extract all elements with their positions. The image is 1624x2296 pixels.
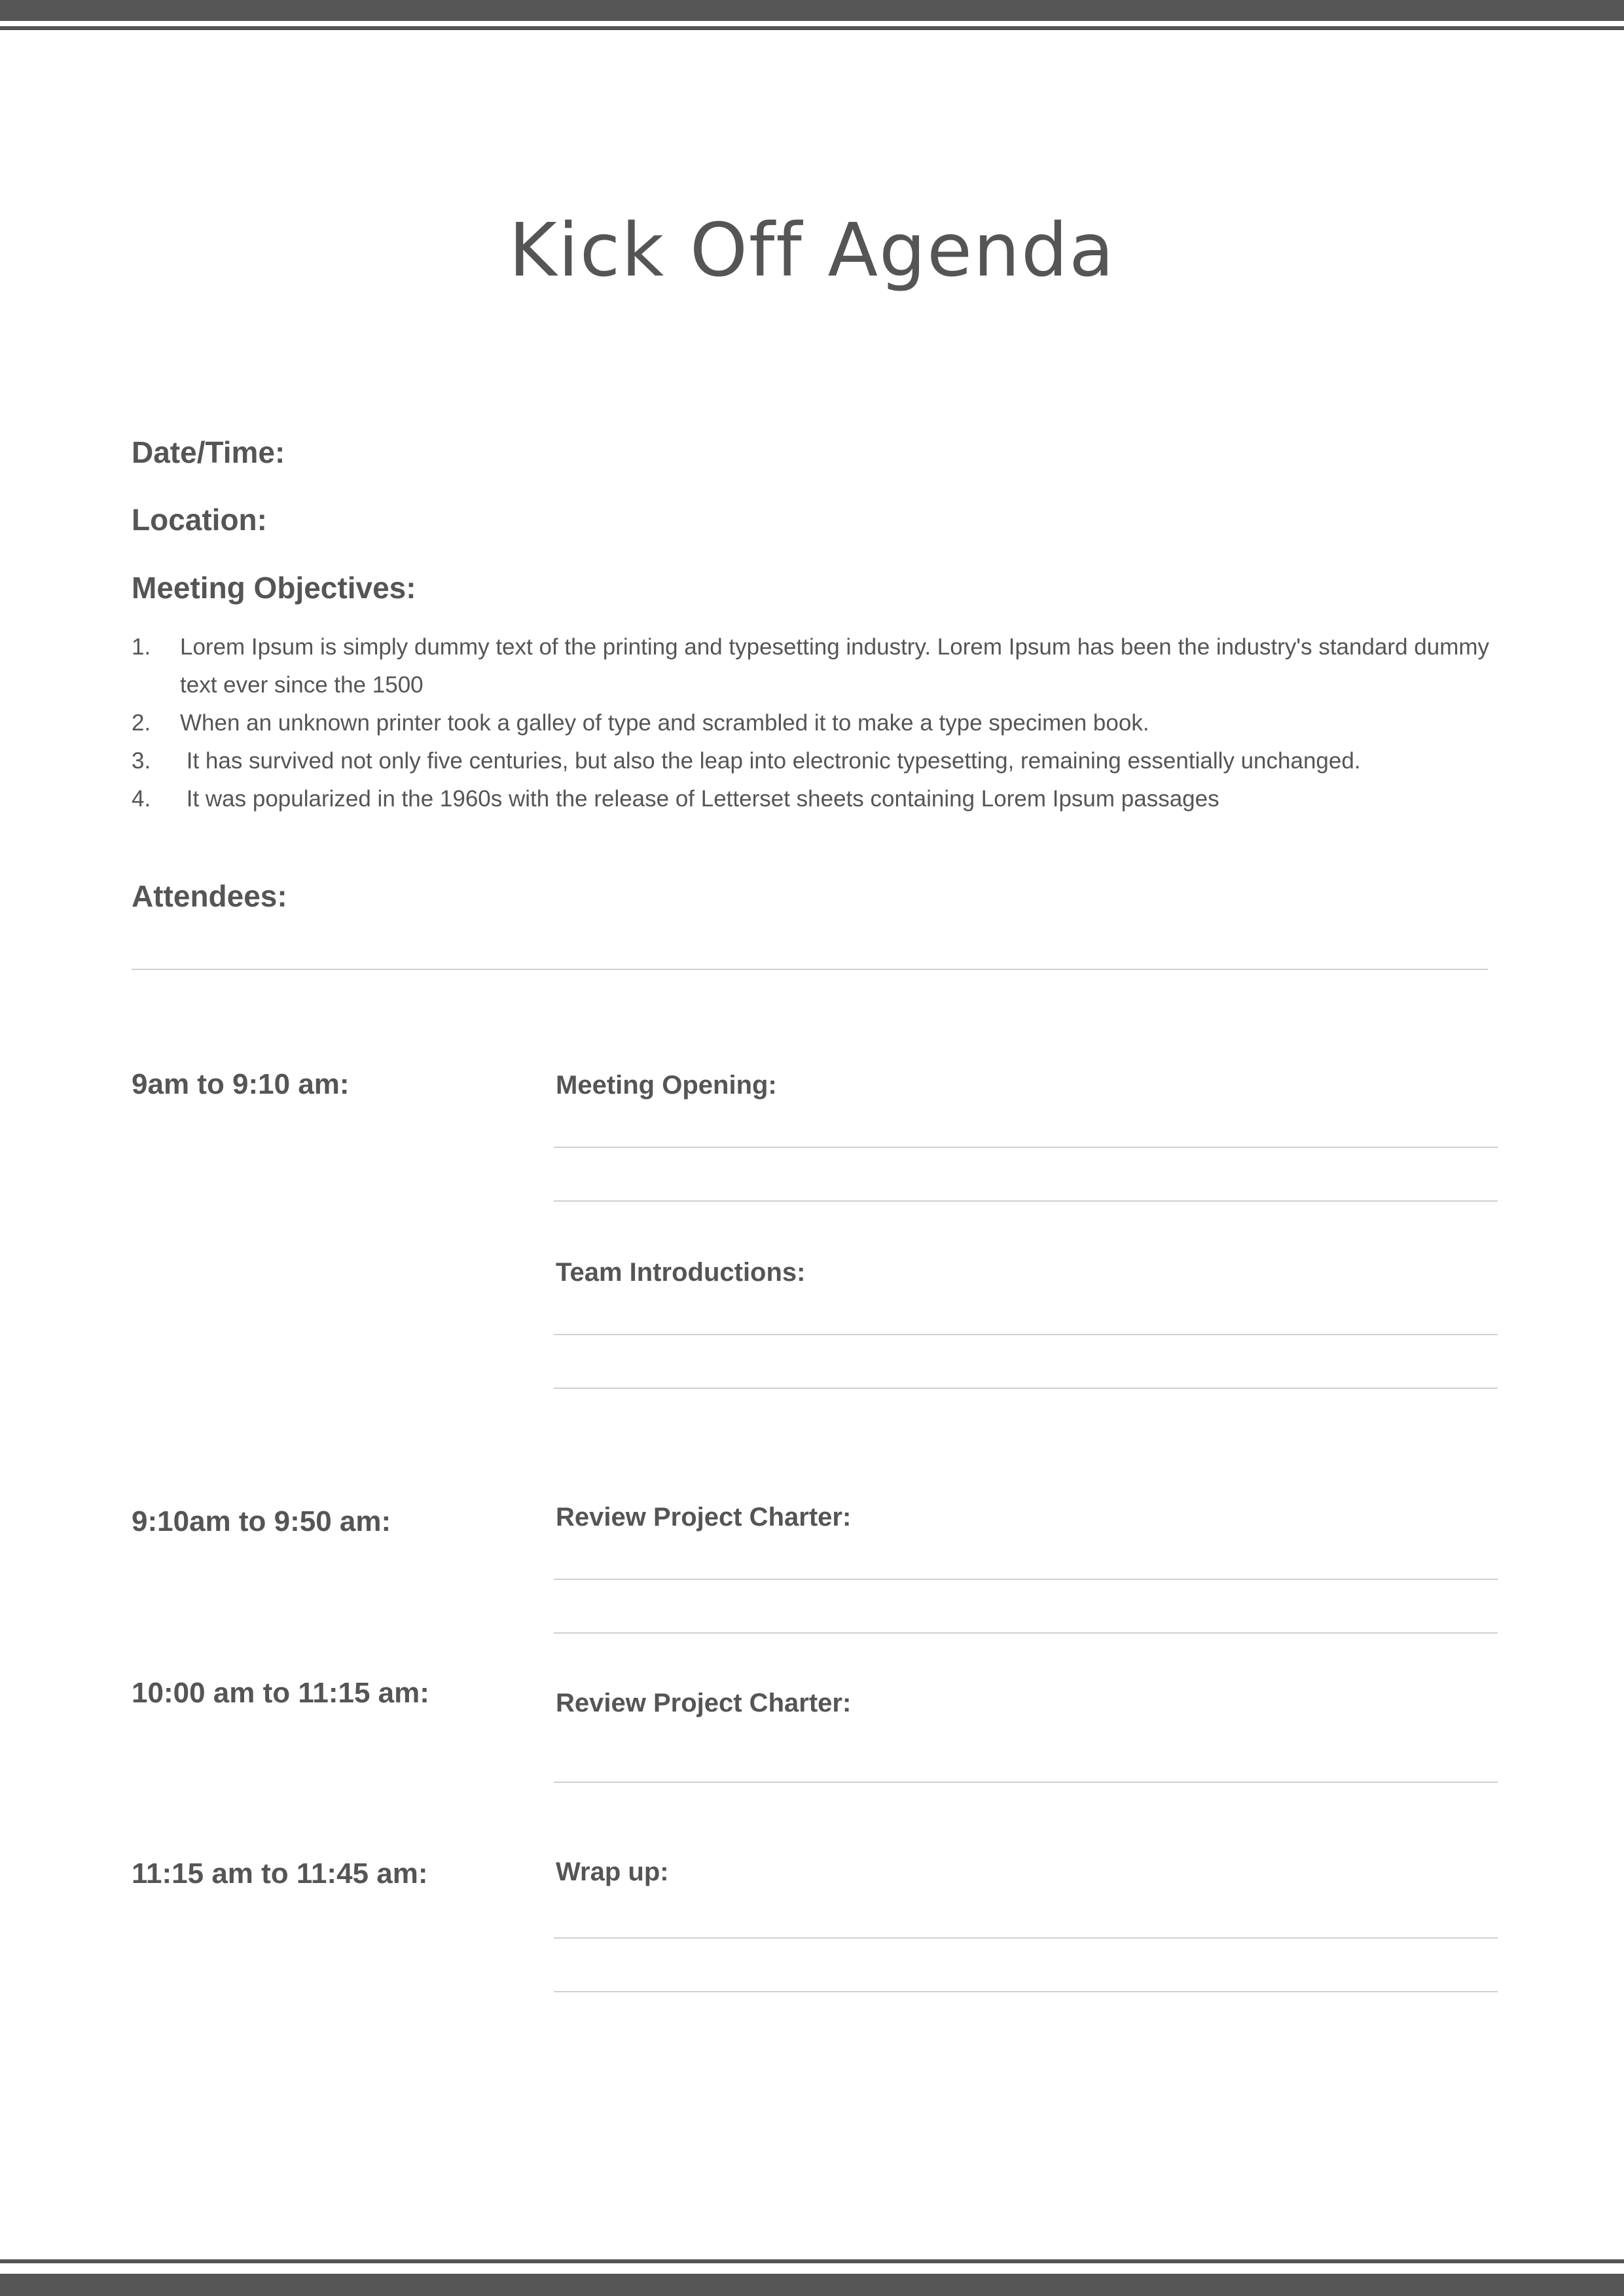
page-title: Kick Off Agenda	[509, 208, 1115, 293]
slot-time: 10:00 am to 11:15 am:	[132, 1677, 429, 1709]
write-line	[554, 1782, 1498, 1783]
objective-number: 2.	[132, 710, 151, 736]
slot-time: 9:10am to 9:50 am:	[132, 1505, 391, 1537]
objective-text: When an unknown printer took a galley of type and scrambled it to make a type specimen book.	[180, 710, 1149, 736]
write-line	[554, 1632, 1498, 1634]
write-line	[554, 1991, 1498, 1992]
objective-item	[132, 780, 1493, 818]
datetime-label: Date/Time:	[132, 435, 285, 469]
objectives-list	[132, 628, 1493, 818]
slot-time: 9am to 9:10 am:	[132, 1068, 350, 1100]
write-line	[554, 1147, 1498, 1148]
write-line	[554, 1579, 1498, 1580]
objective-number: 4.	[132, 786, 151, 812]
objective-number: 1.	[132, 634, 151, 660]
agenda-item-review-charter: Review Project Charter:	[556, 1503, 852, 1532]
agenda-item-wrap-up: Wrap up:	[556, 1857, 669, 1886]
objective-text: Lorem Ipsum is simply dummy text of the printing and typesetting industry. Lorem Ipsum has been the industry's standard dummy text ever since the 1500	[180, 634, 1490, 698]
write-line	[554, 1937, 1498, 1939]
objective-item	[132, 742, 1493, 780]
slot-time: 11:15 am to 11:45 am:	[132, 1857, 428, 1890]
objective-item	[132, 704, 1493, 742]
agenda-item-team-introductions: Team Introductions:	[556, 1258, 806, 1287]
write-line	[554, 1388, 1498, 1389]
objective-item	[132, 628, 1493, 704]
objective-text: It has survived not only five centuries, but also the leap into electronic typesetting, remaining essentially unchanged.	[180, 748, 1361, 774]
location-label: Location:	[132, 503, 267, 537]
attendees-label: Attendees:	[132, 879, 287, 913]
agenda-item-meeting-opening: Meeting Opening:	[556, 1071, 777, 1100]
bottom-band	[0, 2274, 1624, 2296]
top-band	[0, 0, 1624, 21]
objective-text: It was popularized in the 1960s with the release of Letterset sheets containing Lorem Ipsum passages	[180, 786, 1219, 812]
agenda-item-review-charter: Review Project Charter:	[556, 1689, 852, 1717]
top-band-rule	[0, 26, 1624, 30]
bottom-band-rule	[0, 2259, 1624, 2263]
objective-number: 3.	[132, 748, 151, 774]
write-line	[554, 1334, 1498, 1335]
write-line	[554, 1200, 1498, 1202]
attendees-line	[132, 969, 1488, 970]
objectives-label: Meeting Objectives:	[132, 571, 416, 605]
